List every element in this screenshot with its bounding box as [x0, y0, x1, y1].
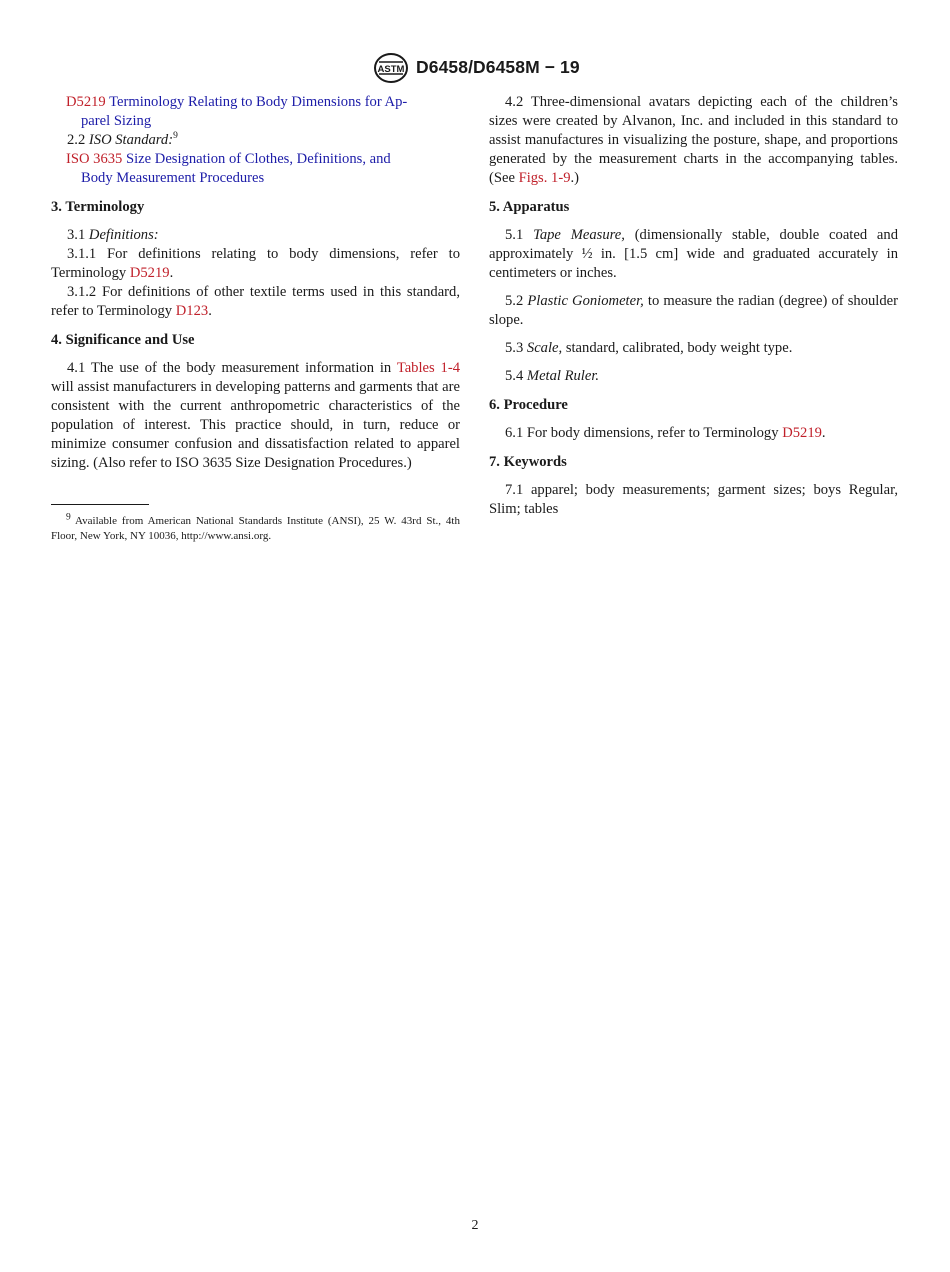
- svg-text:ASTM: ASTM: [377, 64, 405, 75]
- right-column: [489, 93, 898, 519]
- section-heading-apparatus: 5. Apparatus: [489, 199, 570, 215]
- paragraph-3-1-2: 3.1.2 For definitions of other textile terms used in this standard, refer to Terminology D123.: [51, 284, 460, 319]
- footnote-divider: [51, 504, 149, 505]
- ref-link-d5219-b[interactable]: D5219: [129, 265, 170, 281]
- footnote-9: $^9$ Available from American National Standards Institute (ANSI), 25 W. 43rd St., 4th Floor, New York, NY 10036, http://www.ansi.org.: [51, 512, 460, 542]
- paragraph-5-4: 5.4 Metal Ruler.: [505, 368, 600, 384]
- paragraph-6-1: 6.1 For body dimensions, refer to Terminology D5219.: [505, 425, 826, 441]
- ref-link-iso-3635[interactable]: ISO 3635: [66, 151, 123, 167]
- ref-link-tables[interactable]: Tables 1-4: [396, 360, 461, 376]
- ref-link-d5219-c[interactable]: D5219: [782, 425, 822, 441]
- astm-logo-icon: [373, 53, 409, 83]
- section-heading-significance: 4. Significance and Use: [51, 332, 195, 348]
- reference-d5219: [51, 93, 460, 131]
- paragraph-4-1: 4.1 The use of the body measurement information in Tables 1-4 will assist manufacturers in developing patterns and garments that are consistent with the current anthropometric characteristics of the population of interest. This practice should, in turn, reduce or minimize consumer confusion and dissatisfaction related to apparel sizing. (Also refer to ISO 3635 Size Designation Procedures.): [51, 360, 461, 471]
- ref-title-d5219: Terminology Relating to Body Dimensions for Ap- parel Sizing: [81, 94, 408, 129]
- paragraph-3-1-1: 3.1.1 For definitions relating to body dimensions, refer to Terminology D5219.: [51, 246, 460, 281]
- page-header: [0, 53, 950, 83]
- ref-link-figs[interactable]: Figs. 1-9: [518, 170, 571, 186]
- section-heading-procedure: 6. Procedure: [489, 397, 568, 413]
- ref-link-d5219[interactable]: D5219: [66, 94, 106, 110]
- document-designation: D6458/D6458M − 19: [416, 57, 580, 77]
- iso-standard-heading: 2.2 ISO Standard:$^9$: [67, 131, 178, 148]
- page-number: 2: [471, 1218, 479, 1233]
- paragraph-7-1: 7.1 apparel; body measurements; garment sizes; boys Regular, Slim; tables: [489, 482, 898, 517]
- section-heading-terminology: 3. Terminology: [51, 199, 145, 215]
- reference-iso-3635: [51, 150, 460, 188]
- paragraph-5-2: 5.2 Plastic Goniometer, to measure the radian (degree) of shoulder slope.: [489, 293, 898, 328]
- left-column: [51, 93, 460, 473]
- paragraph-4-2: 4.2 Three-dimensional avatars depicting each of the children’s sizes were created by Alvanon, Inc. and included in this standard to assist manufactures in visualizing the posture, shape, and proportions generated by the measurement charts in the accompanying tables. (See Figs. 1-9.): [489, 94, 898, 186]
- paragraph-5-1: 5.1 Tape Measure, (dimensionally stable, double coated and approximately ½ in. [1.5 cm] wide and graduated accurately in centimeters or inches.: [489, 227, 898, 281]
- paragraph-3-1: 3.1 Definitions:: [67, 227, 159, 243]
- ref-title-iso-3635: Size Designation of Clothes, Definitions, and Body Measurement Procedures: [81, 151, 391, 186]
- section-heading-keywords: 7. Keywords: [489, 454, 567, 470]
- paragraph-5-3: 5.3 Scale, standard, calibrated, body weight type.: [505, 340, 793, 356]
- ref-link-d123[interactable]: D123: [175, 303, 209, 319]
